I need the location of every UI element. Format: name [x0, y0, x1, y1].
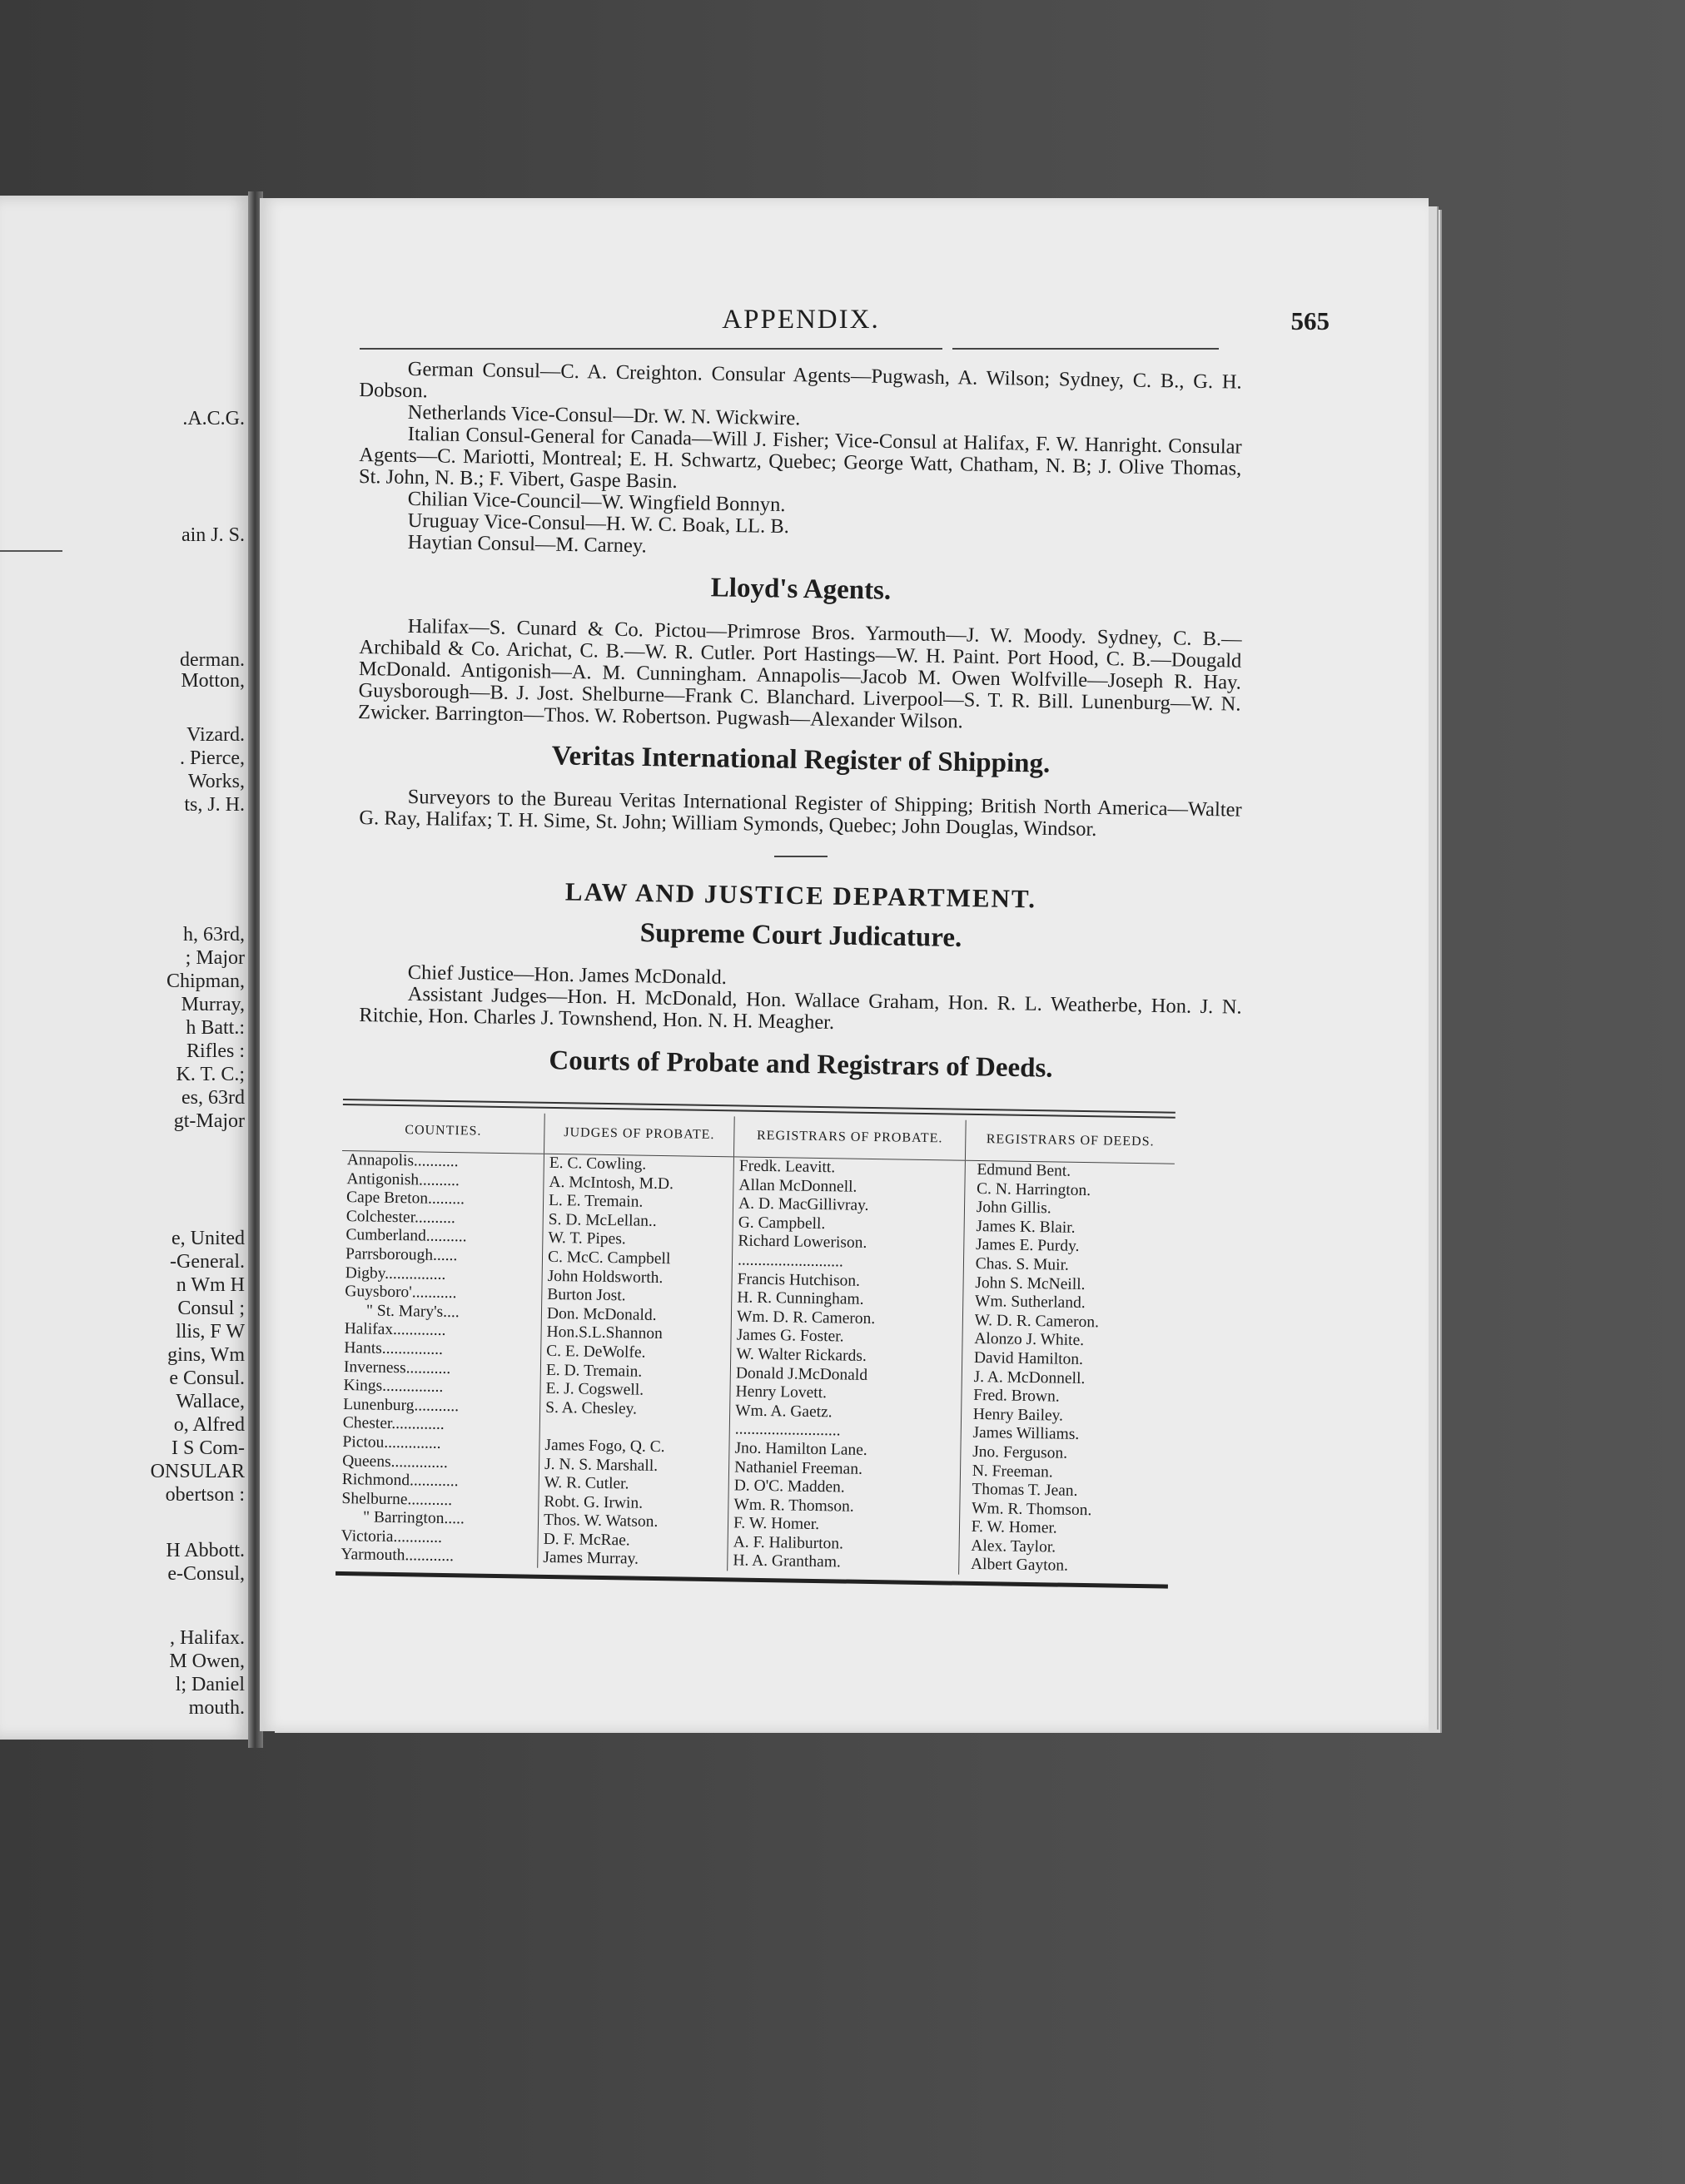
consul-paragraph: Chilian Vice-Council—W. Wingfield Bonnyn.: [407, 487, 786, 517]
left-page-text-line: I S Com-: [171, 1437, 245, 1459]
registrar-deeds-cell: W. D. R. Cameron.: [974, 1311, 1100, 1332]
lloyds-heading: Lloyd's Agents.: [710, 573, 892, 606]
registrar-deeds-cell: Wm. Sutherland.: [974, 1293, 1086, 1313]
left-page-text-line: h Batt.:: [186, 1017, 245, 1039]
left-page-text-line: H Abbott.: [166, 1540, 245, 1561]
page-content: [340, 305, 1330, 1576]
registrar-deeds-cell: Henry Bailey.: [972, 1405, 1064, 1425]
left-page-text-line: .A.C.G.: [182, 408, 245, 429]
law-heading: LAW AND JUSTICE DEPARTMENT.: [564, 876, 1037, 914]
county-cell: " St. Mary's....: [365, 1302, 460, 1321]
registrar-deeds-cell: J. A. McDonnell.: [973, 1367, 1086, 1387]
county-cell: Hants...............: [344, 1338, 444, 1358]
left-page: [0, 196, 251, 1740]
left-page-text-line: llis, F W: [176, 1321, 245, 1343]
left-page-text-line: ONSULAR: [150, 1461, 245, 1482]
county-cell: Antigonish..........: [346, 1169, 460, 1189]
column-header-judges: JUDGES OF PROBATE.: [544, 1114, 734, 1157]
judge-cell: Burton Jost.: [547, 1286, 626, 1305]
judge-cell: Hon.S.L.Shannon: [546, 1323, 663, 1343]
column-header-counties: COUNTIES.: [342, 1110, 544, 1154]
probate-table: [336, 1099, 1176, 1589]
veritas-heading: Veritas International Register of Shipping.: [551, 741, 1051, 779]
left-page-rule: [0, 550, 62, 552]
registrar-probate-cell: Jno. Hamilton Lane.: [734, 1439, 867, 1459]
registrar-probate-cell: G. Campbell.: [738, 1214, 826, 1233]
consul-paragraph: Uruguay Vice-Consul—H. W. C. Boak, LL. B.: [407, 509, 790, 539]
judge-cell: S. D. McLellan..: [548, 1210, 657, 1230]
registrar-probate-cell: D. O'C. Madden.: [733, 1477, 845, 1497]
registrar-deeds-cell: James K. Blair.: [976, 1217, 1076, 1237]
registrar-probate-cell: Fredk. Leavitt.: [738, 1157, 836, 1177]
left-page-text-line: h, 63rd,: [183, 924, 245, 946]
consul-paragraph: Netherlands Vice-Consul—Dr. W. N. Wickwire.: [407, 400, 801, 430]
left-page-text-line: Murray,: [181, 994, 245, 1015]
left-page-text-line: e Consul.: [169, 1367, 245, 1389]
county-cell: Cape Breton.........: [345, 1189, 465, 1209]
consul-paragraph: Haytian Consul—M. Carney.: [407, 530, 647, 558]
left-page-text-line: Wallace,: [176, 1391, 245, 1412]
registrar-deeds-cell: James Williams.: [972, 1424, 1080, 1444]
registrar-deeds-cell: John Gillis.: [976, 1199, 1051, 1218]
left-page-text-line: Rifles :: [186, 1040, 245, 1062]
registrar-deeds-cell: Edmund Bent.: [977, 1160, 1071, 1180]
county-cell: Kings...............: [343, 1377, 444, 1397]
registrar-probate-cell: H. A. Grantham.: [733, 1551, 841, 1571]
registrar-probate-cell: A. F. Haliburton.: [733, 1533, 844, 1553]
registrar-deeds-cell: Wm. R. Thomson.: [971, 1499, 1092, 1519]
left-page-text-line: derman.: [180, 649, 245, 671]
probate-heading: Courts of Probate and Registrars of Deeds.: [549, 1045, 1053, 1084]
running-header: [360, 305, 1330, 355]
judge-cell: E. D. Tremain.: [545, 1361, 643, 1381]
registrar-probate-cell: F. W. Homer.: [733, 1514, 820, 1534]
left-page-text-line: , Halifax.: [170, 1627, 245, 1649]
judge-cell: D. F. McRae.: [543, 1530, 630, 1550]
left-page-text-line: ; Major: [185, 947, 245, 969]
registrar-deeds-cell: Thomas T. Jean.: [972, 1481, 1078, 1501]
registrar-deeds-cell: Alonzo J. White.: [974, 1330, 1085, 1350]
header-rule: [360, 348, 942, 350]
judge-cell: [545, 1417, 724, 1439]
left-page-text-line: M Owen,: [169, 1650, 245, 1672]
left-page-text-line: mouth.: [188, 1697, 245, 1719]
registrar-deeds-cell: John S. McNeill.: [975, 1273, 1086, 1293]
registrar-probate-cell: Richard Lowerison.: [738, 1232, 867, 1253]
registrars-probate-column: [728, 1157, 965, 1575]
left-page-text-line: e, United: [171, 1228, 245, 1249]
county-cell: Queens..............: [342, 1452, 449, 1472]
veritas-paragraph: Surveyors to the Bureau Veritas International Register of Shipping; British North America—Walter G. Ray, Halifax; T. H. Sime, St. John; William Symonds, Quebec; John Douglas, Windsor.: [359, 785, 1242, 841]
registrar-probate-cell: Francis Hutchison.: [737, 1270, 861, 1290]
registrar-deeds-cell: David Hamilton.: [973, 1348, 1084, 1368]
left-page-text-line: Consul ;: [177, 1298, 245, 1319]
registrar-deeds-cell: James E. Purdy.: [975, 1236, 1080, 1256]
header-rule: [952, 348, 1219, 350]
registrar-deeds-cell: Fred. Brown.: [973, 1387, 1060, 1406]
judge-cell: Don. McDonald.: [546, 1304, 657, 1324]
judge-cell: James Fogo, Q. C.: [544, 1436, 665, 1457]
registrar-probate-cell: Wm. R. Thomson.: [733, 1496, 854, 1516]
county-cell: Yarmouth............: [340, 1546, 455, 1566]
registrar-probate-cell: H. R. Cunningham.: [737, 1288, 864, 1309]
consul-paragraph: German Consul—C. A. Creighton. Consular Agents—Pugwash, A. Wilson; Sydney, C. B., G. H. Dobson.: [359, 357, 1242, 403]
county-cell: Victoria............: [340, 1526, 443, 1546]
registrar-probate-cell: ..........................: [737, 1251, 843, 1271]
left-page-text-line: Motton,: [181, 670, 245, 692]
county-cell: Cumberland..........: [345, 1226, 467, 1246]
consul-paragraph: Italian Consul-General for Canada—Will J. Fisher; Vice-Consul at Halifax, F. W. Hanright. Consular Agents—C. Mariotti, Montreal; E. H. Schwartz, Quebec; George Watt, Chatham, N. B; J. Olive Thomas, St. John, N. B.; F. Vibert, Gaspe Basin.: [358, 422, 1242, 494]
registrar-deeds-cell: Chas. S. Muir.: [975, 1254, 1070, 1274]
registrar-probate-cell: W. Walter Rickards.: [736, 1345, 867, 1365]
judge-cell: C. E. DeWolfe.: [546, 1342, 646, 1362]
county-cell: Colchester..........: [345, 1207, 456, 1227]
registrar-probate-cell: Wm. D. R. Cameron.: [736, 1308, 876, 1328]
left-page-text-line: o, Alfred: [173, 1414, 245, 1436]
registrar-probate-cell: A. D. MacGillivray.: [738, 1194, 869, 1215]
left-page-text-line: gins, Wm: [167, 1344, 245, 1366]
left-page-text-line: Vizard.: [186, 724, 245, 746]
registrars-deeds-column: [958, 1160, 1175, 1577]
counties-column: [336, 1150, 544, 1567]
county-cell: Guysboro'...........: [345, 1283, 457, 1303]
registrar-deeds-cell: Alex. Taylor.: [971, 1536, 1056, 1556]
registrar-probate-cell: Allan McDonnell.: [738, 1176, 857, 1196]
county-cell: " Barrington.....: [362, 1508, 465, 1528]
left-page-text-line: obertson :: [165, 1484, 245, 1506]
judges-column: [538, 1154, 734, 1571]
left-page-text-line: Chipman,: [167, 970, 245, 992]
supreme-court-heading: Supreme Court Judicature.: [639, 917, 962, 954]
left-page-text-line: ts, J. H.: [184, 794, 245, 816]
registrar-probate-cell: Nathaniel Freeman.: [734, 1457, 863, 1478]
left-page-text-line: l; Daniel: [175, 1674, 245, 1695]
county-cell: Richmond............: [341, 1471, 459, 1491]
registrar-probate-cell: Donald J.McDonald: [735, 1363, 868, 1384]
judge-cell: L. E. Tremain.: [548, 1192, 644, 1211]
left-page-text-line: e-Consul,: [167, 1563, 245, 1585]
right-page: [260, 198, 1429, 1731]
judge-cell: James Murray.: [543, 1549, 639, 1569]
left-page-text-line: . Pierce,: [180, 747, 245, 769]
column-header-registrars-deeds: REGISTRARS OF DEEDS.: [965, 1120, 1175, 1164]
registrar-deeds-cell: F. W. Homer.: [971, 1518, 1057, 1537]
judge-cell: A. McIntosh, M.D.: [549, 1173, 674, 1193]
assistant-judges: Assistant Judges—Hon. H. McDonald, Hon. Wallace Graham, Hon. R. L. Weatherbe, Hon. J. N. Ritchie, Hon. Charles J. Townshend, Hon. N. H. Meagher.: [359, 982, 1242, 1034]
registrar-deeds-cell: C. N. Harrington.: [976, 1179, 1091, 1199]
judge-cell: J. N. S. Marshall.: [544, 1455, 659, 1475]
registrar-probate-cell: James G. Foster.: [736, 1326, 844, 1346]
section-divider: [774, 856, 828, 857]
registrar-deeds-cell: Jno. Ferguson.: [972, 1442, 1068, 1462]
left-page-text-line: Works,: [187, 771, 245, 792]
left-page-text-line: K. T. C.;: [176, 1064, 245, 1085]
judge-cell: Thos. W. Watson.: [543, 1511, 659, 1531]
judge-cell: E. C. Cowling.: [549, 1154, 647, 1174]
county-cell: Inverness...........: [343, 1358, 451, 1377]
registrar-deeds-cell: N. Freeman.: [972, 1462, 1053, 1481]
judge-cell: W. T. Pipes.: [548, 1229, 626, 1248]
registrar-probate-cell: Wm. A. Gaetz.: [735, 1402, 833, 1421]
judge-cell: E. J. Cogswell.: [545, 1379, 644, 1399]
registrar-probate-cell: Henry Lovett.: [735, 1382, 828, 1402]
judge-cell: W. R. Cutler.: [544, 1473, 629, 1493]
county-cell: Pictou..............: [342, 1432, 441, 1452]
chief-justice: Chief Justice—Hon. James McDonald.: [407, 960, 728, 989]
page-title: APPENDIX.: [722, 305, 880, 335]
lloyds-paragraph: Halifax—S. Cunard & Co. Pictou—Primrose Bros. Yarmouth—J. W. Moody. Sydney, C. B.—Archibald & Co. Arichat, C. B.—W. R. Cutler. Port Hastings—W. H. Paint. Port Hood, C. B.—Dougald McDonald. Antigonish—A. M. Cunningham. Annapolis—Jacob M. Owen Wolfville—Joseph R. Hay. Guysborough—B. J. Jost. Shelburne—Frank C. Blanchard. Liverpool—S. T. R. Bill. Lunenburg—W. N. Zwicker. Barrington—Thos. W. Robertson. Pugwash—Alexander Wilson.: [357, 614, 1242, 733]
county-cell: Lunenburg...........: [343, 1395, 460, 1415]
judge-cell: Robt. G. Irwin.: [544, 1492, 644, 1512]
left-page-text-line: n Wm H: [176, 1274, 245, 1296]
county-cell: Halifax.............: [344, 1320, 446, 1340]
left-page-text-line: gt-Major: [173, 1110, 245, 1132]
county-cell: Parrsborough......: [345, 1245, 458, 1265]
page-number: 565: [1290, 306, 1330, 335]
county-cell: Shelburne...........: [341, 1489, 453, 1509]
judge-cell: S. A. Chesley.: [545, 1398, 638, 1418]
county-cell: Annapolis...........: [346, 1151, 459, 1171]
left-page-text-line: -General.: [170, 1251, 245, 1273]
consuls-section: [358, 357, 1242, 558]
registrar-deeds-cell: Albert Gayton.: [970, 1556, 1069, 1576]
column-header-registrars-probate: REGISTRARS OF PROBATE.: [734, 1116, 966, 1160]
judge-cell: C. McC. Campbell: [547, 1248, 671, 1268]
left-page-text-line: ain J. S.: [181, 524, 245, 546]
registrar-probate-cell: ..........................: [734, 1420, 841, 1440]
county-cell: Chester.............: [342, 1414, 445, 1434]
left-page-text-line: es, 63rd: [181, 1087, 245, 1109]
judge-cell: John Holdsworth.: [547, 1267, 664, 1287]
county-cell: Digby...............: [345, 1263, 446, 1283]
